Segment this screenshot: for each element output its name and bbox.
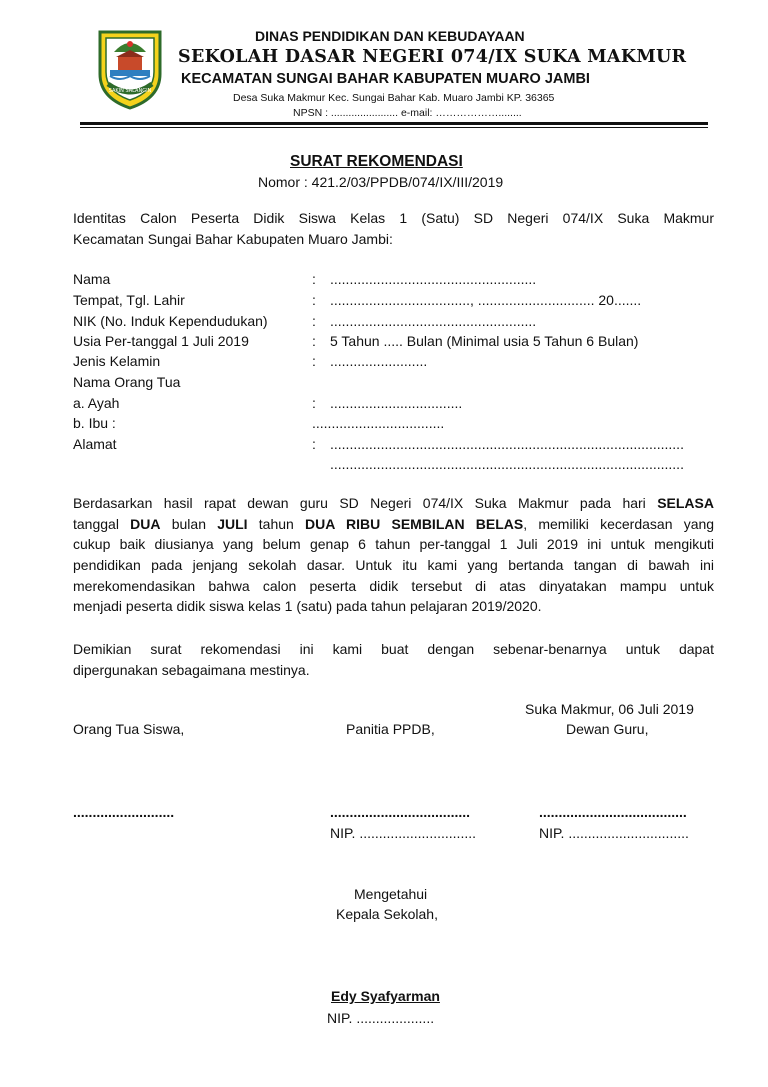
principal-nip: NIP. ....................	[327, 1010, 435, 1026]
document-title: SURAT REKOMENDASI	[290, 153, 463, 170]
text-run: tanggal	[73, 515, 119, 532]
field-colon: :	[312, 292, 316, 308]
teachers-nip: NIP. ...............................	[539, 825, 689, 841]
field-value: ..................................	[312, 415, 445, 431]
date-bold: DUA	[130, 515, 161, 532]
text-run: , memiliki kecerdasan yang	[523, 515, 715, 532]
recommendation-paragraph	[73, 493, 714, 617]
intro-line: Identitas Calon Peserta Didik Siswa Kelas 1 (Satu) SD Negeri 074/IX Suka Makmur	[73, 210, 714, 226]
text-run: bulan	[171, 515, 206, 532]
paragraph-line: merekomendasikan bahwa calon peserta didik tersebut di atas dinyatakan mampu untuk	[73, 577, 714, 594]
committee-label: Panitia PPDB,	[346, 721, 435, 737]
school-address: Desa Suka Makmur Kec. Sungai Bahar Kab. Muaro Jambi KP. 36365	[233, 92, 555, 104]
svg-text:SAKIN SALANGIN: SAKIN SALANGIN	[108, 88, 152, 94]
intro-line: Kecamatan Sungai Bahar Kabupaten Muaro Jambi:	[73, 230, 393, 247]
field-value: ...................................., .............................. 20.......	[330, 292, 642, 308]
field-value: 5 Tahun ..... Bulan (Minimal usia 5 Tahun 6 Bulan)	[330, 333, 639, 349]
committee-signature-line: ....................................	[330, 804, 471, 820]
field-label: a. Ayah	[73, 395, 120, 411]
field-label: Tempat, Tgl. Lahir	[73, 292, 185, 308]
place-date: Suka Makmur, 06 Juli 2019	[525, 701, 694, 717]
field-label: Alamat	[73, 436, 117, 452]
school-name: SEKOLAH DASAR NEGERI 074/IX SUKA MAKMUR	[178, 47, 687, 67]
document-number: Nomor : 421.2/03/PPDB/074/IX/III/2019	[258, 174, 504, 190]
letterhead-rule	[80, 122, 708, 125]
field-label: NIK (No. Induk Kependudukan)	[73, 313, 268, 329]
paragraph-line: menjadi peserta didik siswa kelas 1 (satu) pada tahun pelajaran 2019/2020.	[73, 598, 542, 615]
principal-name: Edy Syafyarman	[331, 988, 440, 1004]
school-contact: NPSN : ....................... e-mail: ………………........	[293, 107, 522, 119]
field-value: .....................................................	[330, 313, 537, 329]
principal-label: Kepala Sekolah,	[336, 906, 438, 922]
acknowledge-label: Mengetahui	[354, 886, 428, 902]
field-colon: :	[312, 333, 316, 349]
paragraph-line	[73, 493, 714, 514]
closing-paragraph	[73, 639, 714, 680]
field-value: ...........................................................................................	[330, 436, 684, 452]
field-label: Usia Per-tanggal 1 Juli 2019	[73, 333, 249, 349]
paragraph-line	[73, 514, 714, 535]
committee-nip: NIP. ..............................	[330, 825, 477, 841]
year-bold: DUA RIBU SEMBILAN BELAS	[305, 515, 524, 532]
field-value: .........................	[330, 353, 428, 369]
parent-signature-line: ..........................	[73, 804, 175, 820]
field-value: ..................................	[330, 395, 463, 411]
field-colon: :	[312, 353, 316, 369]
paragraph-line: Demikian surat rekomendasi ini kami buat dengan sebenar-benarnya untuk dapat	[73, 641, 714, 657]
field-colon: :	[312, 271, 316, 287]
day-bold: SELASA	[657, 495, 714, 511]
letterhead-rule-thin	[80, 127, 708, 128]
field-value: ...........................................................................................	[330, 456, 684, 472]
paragraph-line: cukup baik diusianya yang belum genap 6 tahun per-tanggal 1 Juli 2019 ini untuk mengikuti	[73, 536, 714, 553]
agency-name: DINAS PENDIDIKAN DAN KEBUDAYAAN	[255, 28, 525, 44]
intro-paragraph	[73, 208, 714, 249]
text-run: Berdasarkan hasil rapat dewan guru SD Negeri 074/IX Suka Makmur pada hari	[73, 495, 646, 511]
field-colon: :	[312, 313, 316, 329]
field-colon: :	[312, 436, 316, 452]
field-label: Nama Orang Tua	[73, 374, 181, 390]
field-label: Jenis Kelamin	[73, 353, 161, 369]
district-name: KECAMATAN SUNGAI BAHAR KABUPATEN MUARO JAMBI	[181, 71, 590, 87]
field-colon: :	[312, 395, 316, 411]
field-label: Nama	[73, 271, 111, 287]
paragraph-line: pendidikan pada jenjang sekolah dasar. Untuk itu kami yang bertanda tangan di bawah ini	[73, 557, 714, 574]
paragraph-line: dipergunakan sebagaimana mestinya.	[73, 661, 310, 678]
field-value: .....................................................	[330, 271, 537, 287]
field-label: b. Ibu :	[73, 415, 116, 431]
text-run: tahun	[258, 515, 294, 532]
parent-label: Orang Tua Siswa,	[73, 721, 185, 737]
teachers-label: Dewan Guru,	[566, 721, 649, 737]
school-logo	[96, 26, 164, 110]
teachers-signature-line: ......................................	[539, 804, 687, 820]
month-bold: JULI	[217, 515, 248, 532]
